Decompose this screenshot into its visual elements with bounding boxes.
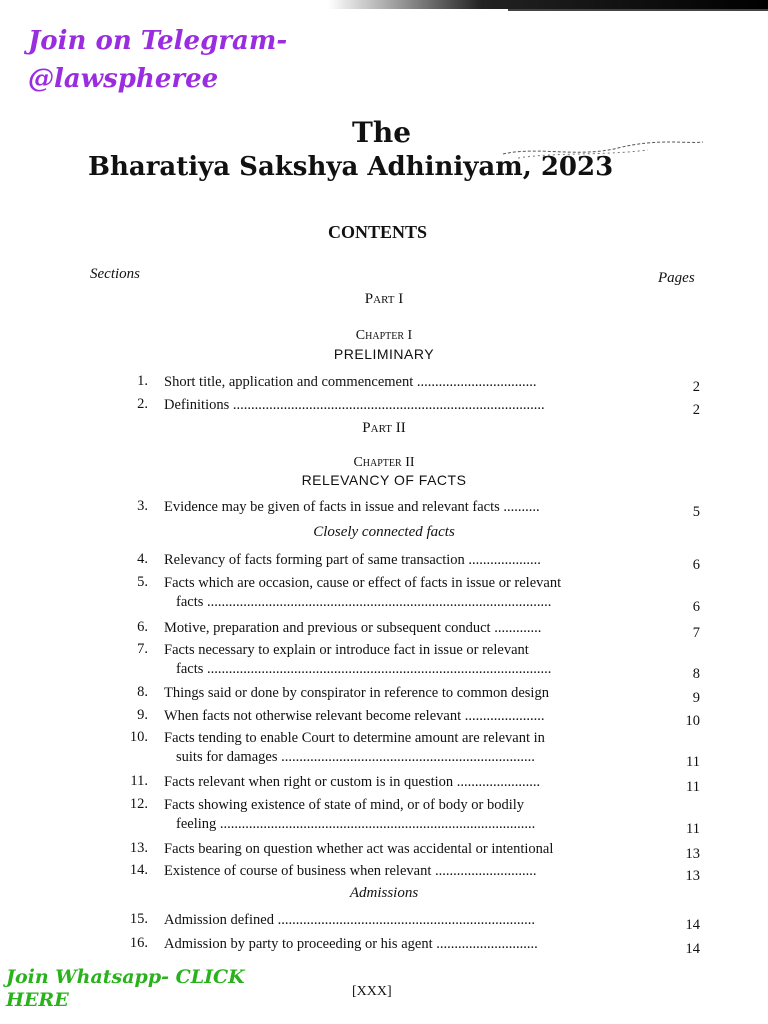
chapter-1-title: PRELIMINARY: [333, 346, 435, 362]
section-title: [164, 840, 644, 859]
section-title-line: Short title, application and commencement .................................: [164, 374, 537, 390]
chapter-2-title: RELEVANCY OF FACTS: [301, 472, 467, 488]
sections-column-label: Sections: [90, 266, 140, 282]
section-number: 14.: [129, 862, 148, 878]
section-title-line: Facts showing existence of state of mind, or of body or bodily: [164, 797, 525, 813]
page-number: 11: [686, 754, 700, 770]
page-footer-number: [XXX]: [352, 984, 392, 999]
section-title: [164, 729, 644, 767]
section-title-line: Motive, preparation and previous or subsequent conduct .............: [164, 620, 542, 636]
section-title: [164, 373, 644, 392]
part-1-heading: Part I: [364, 291, 404, 307]
section-title-line: Admission defined .......................................................................: [164, 912, 535, 928]
section-title-line: Facts necessary to explain or introduce fact in issue or relevant: [164, 642, 529, 658]
section-title-line: Definitions ......................................................................................: [164, 397, 545, 413]
section-title-line: Facts relevant when right or custom is in question .......................: [164, 774, 541, 790]
page-number: 7: [692, 625, 700, 641]
pages-column-label: Pages: [658, 270, 695, 286]
section-title-line: facts ...............................................................................................: [176, 594, 552, 610]
section-number: 12.: [129, 796, 148, 812]
section-title: [164, 862, 644, 881]
stamp-mark: [498, 136, 708, 166]
section-title: [164, 773, 644, 792]
contents-heading: CONTENTS: [328, 222, 428, 242]
section-title-line: Facts which are occasion, cause or effect of facts in issue or relevant: [164, 575, 562, 591]
section-title: [164, 707, 644, 726]
subheading-closely-connected: Closely connected facts: [313, 524, 455, 540]
section-title: [164, 619, 644, 638]
section-title: [164, 396, 644, 415]
section-number: 1.: [137, 373, 148, 389]
section-number: 13.: [129, 840, 148, 856]
section-title-line: Existence of course of business when relevant ............................: [164, 863, 537, 879]
section-number: 5.: [137, 574, 148, 590]
page-number: 14: [685, 941, 700, 957]
whatsapp-promo-link[interactable]: Join Whatsapp- CLICK HERE: [6, 966, 245, 1011]
part-2-heading: Part II: [362, 420, 406, 436]
chapter-1-label: Chapter I: [355, 328, 413, 343]
chapter-2-label: Chapter II: [353, 455, 415, 470]
page-number: 13: [685, 846, 700, 862]
page-number: 6: [692, 599, 700, 615]
section-number: 7.: [137, 641, 148, 657]
page-number: 14: [685, 917, 700, 933]
section-title: [164, 684, 644, 703]
subheading-admissions: Admissions: [349, 885, 419, 901]
section-number: 2.: [137, 396, 148, 412]
page-number: 10: [685, 713, 700, 729]
title-line-1: The: [352, 116, 412, 149]
section-number: 6.: [137, 619, 148, 635]
section-title: [164, 551, 644, 570]
section-title: [164, 935, 644, 954]
page-number: 2: [692, 402, 700, 418]
section-number: 8.: [137, 684, 148, 700]
section-number: 10.: [129, 729, 148, 745]
section-number: 4.: [137, 551, 148, 567]
scan-edge-artifact: [300, 0, 768, 14]
section-number: 11.: [130, 773, 148, 789]
section-title-line: facts ...............................................................................................: [176, 661, 552, 677]
page-number: 11: [686, 779, 700, 795]
section-title: [164, 641, 644, 679]
section-title-line: Evidence may be given of facts in issue and relevant facts ..........: [164, 499, 540, 515]
section-title: [164, 498, 644, 517]
section-title-line: Relevancy of facts forming part of same transaction ....................: [164, 552, 541, 568]
page-number: 2: [692, 379, 700, 395]
telegram-promo-link[interactable]: Join on Telegram- @lawspheree: [28, 26, 288, 94]
section-title-line: Admission by party to proceeding or his agent ............................: [164, 936, 538, 952]
section-title-line: Things said or done by conspirator in reference to common design: [164, 685, 549, 701]
section-number: 3.: [137, 498, 148, 514]
section-title-line: Facts bearing on question whether act was accidental or intentional: [164, 841, 554, 857]
section-title-line: When facts not otherwise relevant become relevant ......................: [164, 708, 545, 724]
page-number: 9: [692, 690, 700, 706]
section-title: [164, 574, 644, 612]
section-title-line: suits for damages ......................................................................: [176, 749, 535, 765]
title-line-2: Bharatiya Sakshya Adhiniyam, 2023: [88, 152, 614, 182]
page-number: 13: [685, 868, 700, 884]
section-title-line: Facts tending to enable Court to determine amount are relevant in: [164, 730, 545, 746]
section-title: [164, 796, 644, 834]
section-title: [164, 911, 644, 930]
section-number: 16.: [129, 935, 148, 951]
page-number: 6: [692, 557, 700, 573]
section-title-line: feeling .......................................................................................: [176, 816, 536, 832]
page-number: 11: [686, 821, 700, 837]
section-number: 9.: [137, 707, 148, 723]
page-number: 5: [692, 504, 700, 520]
page-number: 8: [692, 666, 700, 682]
section-number: 15.: [129, 911, 148, 927]
